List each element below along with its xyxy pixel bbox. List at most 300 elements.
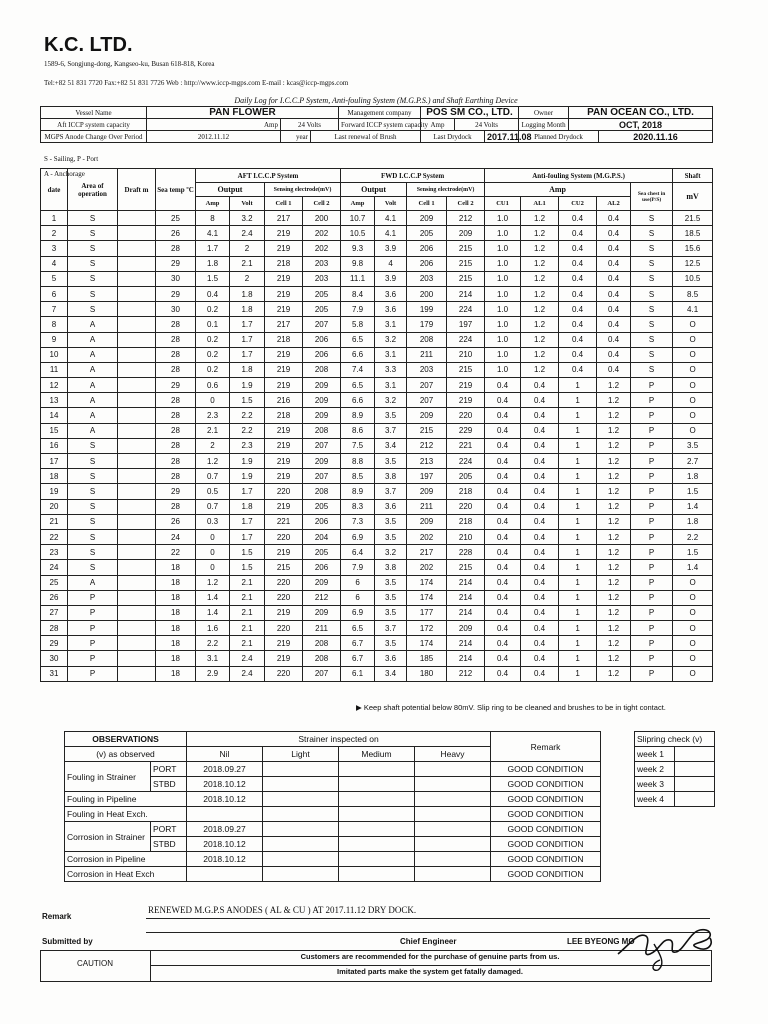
fwd-cell1-col: Cell 1 xyxy=(407,197,447,211)
cell-cu1: 0.4 xyxy=(485,651,521,666)
stbd-label: STBD xyxy=(151,777,187,792)
cell-fwd-volt: 3.5 xyxy=(375,605,407,620)
cell-aft-cell1: 219 xyxy=(265,362,303,377)
cell-sea-temp: 26 xyxy=(156,226,196,241)
cell-aft-amp: 0.6 xyxy=(196,378,230,393)
cell-aft-cell2: 207 xyxy=(303,469,341,484)
cell-aft-cell2: 205 xyxy=(303,545,341,560)
cell-cu1: 0.4 xyxy=(485,393,521,408)
table-row xyxy=(41,590,713,605)
cell-al2: 0.4 xyxy=(597,256,631,271)
cell-area: P xyxy=(68,651,118,666)
cell-fwd-cell2: 209 xyxy=(447,226,485,241)
corrosion-pipeline-label: Corrosion in Pipeline xyxy=(65,852,187,867)
cell-aft-volt: 2 xyxy=(230,241,265,256)
cell-sea-chest: P xyxy=(631,605,673,620)
cell-aft-cell2: 209 xyxy=(303,408,341,423)
table-row xyxy=(41,271,713,286)
cell-aft-cell1: 219 xyxy=(265,378,303,393)
cell-aft-amp: 0.4 xyxy=(196,286,230,301)
table-row xyxy=(41,256,713,271)
cell-cu1: 0.4 xyxy=(485,545,521,560)
cu1-col: CU1 xyxy=(485,197,521,211)
cell-aft-volt: 2 xyxy=(230,271,265,286)
cell-shaft-mv: 2.7 xyxy=(673,454,713,469)
cell-aft-amp: 2.1 xyxy=(196,423,230,438)
cell-aft-volt: 1.9 xyxy=(230,378,265,393)
table-row xyxy=(41,621,713,636)
cell-fwd-volt: 3.2 xyxy=(375,393,407,408)
cell-fwd-amp: 8.5 xyxy=(341,469,375,484)
cell-fwd-cell2: 224 xyxy=(447,302,485,317)
cell-aft-cell1: 220 xyxy=(265,621,303,636)
cell-area: P xyxy=(68,666,118,681)
cell-fwd-amp: 7.3 xyxy=(341,514,375,529)
fwd-amp-label: Amp xyxy=(421,119,455,131)
cell-date: 17 xyxy=(41,454,68,469)
cell-al2: 1.2 xyxy=(597,621,631,636)
cell-fwd-cell1: 203 xyxy=(407,362,447,377)
cell-fwd-amp: 6.7 xyxy=(341,651,375,666)
fwd-volt-col: Volt xyxy=(375,197,407,211)
cell-fwd-cell1: 209 xyxy=(407,514,447,529)
cell-cu2: 1 xyxy=(559,393,597,408)
cell-fwd-cell1: 200 xyxy=(407,286,447,301)
cell-al2: 0.4 xyxy=(597,362,631,377)
cell-al2: 1.2 xyxy=(597,393,631,408)
cell-al1: 1.2 xyxy=(521,317,559,332)
cell-cu2: 0.4 xyxy=(559,256,597,271)
table-row xyxy=(41,408,713,423)
al2-col: AL2 xyxy=(597,197,631,211)
table-row xyxy=(41,438,713,453)
cell-shaft-mv: O xyxy=(673,393,713,408)
cell-cu2: 1 xyxy=(559,636,597,651)
cell-fwd-amp: 7.9 xyxy=(341,560,375,575)
cell-date: 4 xyxy=(41,256,68,271)
cell-cu2: 1 xyxy=(559,621,597,636)
table-row xyxy=(41,605,713,620)
cell-sea-chest: P xyxy=(631,590,673,605)
cell-fwd-volt: 3.7 xyxy=(375,621,407,636)
cell-fwd-amp: 6.6 xyxy=(341,347,375,362)
aft-volt-col: Volt xyxy=(230,197,265,211)
cell-al1: 0.4 xyxy=(521,408,559,423)
cell-fwd-volt: 3.7 xyxy=(375,484,407,499)
table-row xyxy=(41,226,713,241)
cell-al1: 0.4 xyxy=(521,666,559,681)
cell-fwd-cell2: 214 xyxy=(447,575,485,590)
cell-al2: 1.2 xyxy=(597,636,631,651)
cell-aft-volt: 2.4 xyxy=(230,226,265,241)
cell-cu2: 1 xyxy=(559,575,597,590)
cell-aft-cell1: 219 xyxy=(265,469,303,484)
cell-al1: 0.4 xyxy=(521,545,559,560)
cell-shaft-mv: O xyxy=(673,621,713,636)
cell-sea-temp: 25 xyxy=(156,211,196,226)
cell-sea-chest: P xyxy=(631,469,673,484)
table-row xyxy=(41,651,713,666)
cell-aft-cell2: 205 xyxy=(303,499,341,514)
cell-aft-amp: 0.5 xyxy=(196,484,230,499)
cell-fwd-cell1: 203 xyxy=(407,271,447,286)
cell-sea-temp: 29 xyxy=(156,484,196,499)
cell-fwd-volt: 3.4 xyxy=(375,438,407,453)
cell-date: 25 xyxy=(41,575,68,590)
cell-fwd-cell1: 215 xyxy=(407,423,447,438)
cell-aft-amp: 2.9 xyxy=(196,666,230,681)
col-draft: Draft m xyxy=(118,169,156,211)
corrosion-pipeline-date: 2018.10.12 xyxy=(187,852,263,867)
cell-cu1: 0.4 xyxy=(485,469,521,484)
shaft-note: ▶ Keep shaft potential below 80mV. Slip ring to be cleaned and brushes to be in tight contact. xyxy=(356,703,666,712)
cell-fwd-cell2: 224 xyxy=(447,332,485,347)
cell-sea-temp: 29 xyxy=(156,256,196,271)
cell-shaft-mv: O xyxy=(673,651,713,666)
cell-sea-temp: 28 xyxy=(156,332,196,347)
observations-subtitle: (v) as observed xyxy=(65,747,187,762)
cell-draft xyxy=(118,362,156,377)
cell-date: 31 xyxy=(41,666,68,681)
cell-cu1: 0.4 xyxy=(485,438,521,453)
cell-fwd-cell2: 215 xyxy=(447,271,485,286)
cell-aft-volt: 1.5 xyxy=(230,545,265,560)
remark-cell: GOOD CONDITION xyxy=(491,867,601,882)
management-label: Management company xyxy=(339,107,421,119)
cell-date: 20 xyxy=(41,499,68,514)
cell-al1: 0.4 xyxy=(521,529,559,544)
cell-area: A xyxy=(68,393,118,408)
medium-header: Medium xyxy=(339,747,415,762)
cell-fwd-volt: 4 xyxy=(375,256,407,271)
strainer-inspected-header: Strainer inspected on xyxy=(187,732,491,747)
cell-cu1: 1.0 xyxy=(485,362,521,377)
cell-sea-temp: 30 xyxy=(156,302,196,317)
cell-al2: 0.4 xyxy=(597,271,631,286)
cell-al1: 1.2 xyxy=(521,211,559,226)
cell-aft-cell1: 217 xyxy=(265,317,303,332)
cell-cu2: 0.4 xyxy=(559,317,597,332)
cell-date: 2 xyxy=(41,226,68,241)
cell-aft-volt: 2.4 xyxy=(230,666,265,681)
cell-shaft-mv: 1.4 xyxy=(673,560,713,575)
cell-fwd-cell2: 210 xyxy=(447,347,485,362)
fouling-strainer-label: Fouling in Strainer xyxy=(65,762,151,792)
cell-sea-chest: P xyxy=(631,560,673,575)
cell-cu2: 0.4 xyxy=(559,347,597,362)
cell-draft xyxy=(118,605,156,620)
cell-area: A xyxy=(68,362,118,377)
fwd-sensing-header: Sensing electrode(mV) xyxy=(407,183,485,197)
caution-label: CAUTION xyxy=(77,959,113,968)
cell-al1: 0.4 xyxy=(521,575,559,590)
cell-area: P xyxy=(68,636,118,651)
cell-fwd-cell1: 209 xyxy=(407,211,447,226)
cell-aft-cell1: 220 xyxy=(265,666,303,681)
cell-fwd-cell1: 177 xyxy=(407,605,447,620)
cell-draft xyxy=(118,560,156,575)
cell-aft-cell1: 219 xyxy=(265,423,303,438)
cell-fwd-volt: 3.5 xyxy=(375,514,407,529)
cell-aft-cell2: 208 xyxy=(303,362,341,377)
cell-draft xyxy=(118,499,156,514)
cell-cu1: 0.4 xyxy=(485,484,521,499)
cell-fwd-amp: 8.4 xyxy=(341,286,375,301)
cell-fwd-amp: 10.5 xyxy=(341,226,375,241)
cell-fwd-cell2: 219 xyxy=(447,393,485,408)
cell-fwd-cell2: 220 xyxy=(447,499,485,514)
cell-al2: 1.2 xyxy=(597,423,631,438)
cell-cu1: 1.0 xyxy=(485,226,521,241)
shaft-mv-header: mV xyxy=(673,183,713,211)
cell-sea-chest: P xyxy=(631,575,673,590)
cell-aft-cell2: 202 xyxy=(303,241,341,256)
cell-sea-chest: S xyxy=(631,256,673,271)
remark-text: RENEWED M.G.P.S ANODES ( AL & CU ) AT 2017.11.12 DRY DOCK. xyxy=(148,905,417,915)
cell-date: 12 xyxy=(41,378,68,393)
cell-fwd-volt: 3.5 xyxy=(375,529,407,544)
cell-cu1: 0.4 xyxy=(485,378,521,393)
cell-al2: 1.2 xyxy=(597,469,631,484)
cell-shaft-mv: O xyxy=(673,666,713,681)
cell-aft-volt: 1.5 xyxy=(230,393,265,408)
cell-area: A xyxy=(68,408,118,423)
cu2-col: CU2 xyxy=(559,197,597,211)
group-fwd: FWD I.C.C.P System xyxy=(341,169,485,183)
cell-sea-chest: P xyxy=(631,651,673,666)
cell-shaft-mv: 3.5 xyxy=(673,438,713,453)
cell-shaft-mv: O xyxy=(673,575,713,590)
cell-aft-amp: 0.7 xyxy=(196,469,230,484)
cell-al2: 1.2 xyxy=(597,666,631,681)
cell-cu1: 0.4 xyxy=(485,408,521,423)
cell-draft xyxy=(118,347,156,362)
legend-anchorage: A - Anchorage xyxy=(44,170,85,178)
cell-fwd-cell2: 218 xyxy=(447,484,485,499)
cell-fwd-cell2: 212 xyxy=(447,211,485,226)
cell-aft-volt: 1.8 xyxy=(230,362,265,377)
cell-cu1: 0.4 xyxy=(485,605,521,620)
cell-fwd-amp: 6.5 xyxy=(341,332,375,347)
caution-line-1: Customers are recommended for the purchase of genuine parts from us. xyxy=(300,952,560,961)
cell-fwd-cell2: 205 xyxy=(447,469,485,484)
cell-area: A xyxy=(68,378,118,393)
cell-fwd-amp: 8.9 xyxy=(341,408,375,423)
cell-al2: 0.4 xyxy=(597,302,631,317)
cell-fwd-volt: 3.8 xyxy=(375,469,407,484)
cell-fwd-cell1: 180 xyxy=(407,666,447,681)
cell-sea-chest: P xyxy=(631,514,673,529)
cell-area: A xyxy=(68,317,118,332)
cell-al2: 0.4 xyxy=(597,332,631,347)
cell-draft xyxy=(118,621,156,636)
log-title: Daily Log for I.C.C.P System, Anti-fouling System (M.G.P.S.) and Shaft Earthing Device xyxy=(234,96,518,105)
fwd-output-header: Output xyxy=(341,183,407,197)
table-row xyxy=(41,454,713,469)
cell-aft-cell2: 209 xyxy=(303,605,341,620)
cell-fwd-amp: 6.6 xyxy=(341,393,375,408)
cell-cu2: 1 xyxy=(559,438,597,453)
cell-al1: 0.4 xyxy=(521,590,559,605)
cell-sea-chest: S xyxy=(631,302,673,317)
company-name: K.C. LTD. xyxy=(44,34,133,56)
cell-fwd-cell2: 214 xyxy=(447,605,485,620)
cell-fwd-volt: 3.6 xyxy=(375,651,407,666)
cell-shaft-mv: 18.5 xyxy=(673,226,713,241)
cell-aft-amp: 0.2 xyxy=(196,302,230,317)
cell-al2: 1.2 xyxy=(597,590,631,605)
cell-draft xyxy=(118,636,156,651)
cell-aft-cell2: 207 xyxy=(303,317,341,332)
cell-date: 27 xyxy=(41,605,68,620)
cell-sea-temp: 28 xyxy=(156,347,196,362)
cell-aft-cell1: 219 xyxy=(265,605,303,620)
cell-cu1: 0.4 xyxy=(485,636,521,651)
cell-date: 22 xyxy=(41,529,68,544)
cell-cu2: 0.4 xyxy=(559,332,597,347)
cell-shaft-mv: 1.5 xyxy=(673,545,713,560)
cell-aft-volt: 2.1 xyxy=(230,605,265,620)
cell-fwd-amp: 7.5 xyxy=(341,438,375,453)
remark-cell: GOOD CONDITION xyxy=(491,837,601,852)
cell-date: 15 xyxy=(41,423,68,438)
cell-area: S xyxy=(68,469,118,484)
aft-cell1-col: Cell 1 xyxy=(265,197,303,211)
slipring-title: Slipring check (v) xyxy=(635,732,715,747)
cell-aft-volt: 2.2 xyxy=(230,408,265,423)
observations-title: OBSERVATIONS xyxy=(65,732,187,747)
cell-cu1: 1.0 xyxy=(485,302,521,317)
heavy-header: Heavy xyxy=(415,747,491,762)
cell-cu2: 1 xyxy=(559,651,597,666)
cell-al2: 0.4 xyxy=(597,286,631,301)
cell-aft-amp: 8 xyxy=(196,211,230,226)
cell-al1: 1.2 xyxy=(521,332,559,347)
cell-shaft-mv: O xyxy=(673,636,713,651)
cell-shaft-mv: 4.1 xyxy=(673,302,713,317)
cell-aft-cell2: 206 xyxy=(303,347,341,362)
cell-fwd-cell1: 209 xyxy=(407,408,447,423)
cell-draft xyxy=(118,666,156,681)
cell-aft-amp: 1.6 xyxy=(196,621,230,636)
cell-aft-volt: 1.9 xyxy=(230,454,265,469)
cell-al1: 0.4 xyxy=(521,469,559,484)
cell-aft-volt: 1.7 xyxy=(230,514,265,529)
cell-fwd-cell2: 197 xyxy=(447,317,485,332)
observations-table xyxy=(64,731,601,882)
cell-area: S xyxy=(68,211,118,226)
cell-sea-temp: 18 xyxy=(156,575,196,590)
cell-aft-cell2: 208 xyxy=(303,423,341,438)
year-label: year xyxy=(281,131,311,143)
cell-fwd-amp: 8.9 xyxy=(341,484,375,499)
corrosion-strainer-label: Corrosion in Strainer xyxy=(65,822,151,852)
cell-draft xyxy=(118,302,156,317)
cell-sea-chest: S xyxy=(631,317,673,332)
cell-fwd-amp: 5.8 xyxy=(341,317,375,332)
cell-fwd-amp: 10.7 xyxy=(341,211,375,226)
company-address: 1589-6, Songjung-dong, Kangseo-ku, Busan 618-818, Korea xyxy=(44,60,215,68)
signer-name: LEE BYEONG MO xyxy=(567,937,635,946)
cell-sea-chest: P xyxy=(631,438,673,453)
week-1-label: week 1 xyxy=(635,747,675,762)
fwd-amp-col: Amp xyxy=(341,197,375,211)
cell-aft-cell2: 202 xyxy=(303,226,341,241)
cell-date: 26 xyxy=(41,590,68,605)
table-row xyxy=(41,362,713,377)
cell-aft-amp: 1.2 xyxy=(196,454,230,469)
last-drydock-label: Last Drydock xyxy=(421,131,485,143)
cell-fwd-cell2: 209 xyxy=(447,621,485,636)
cell-aft-cell2: 211 xyxy=(303,621,341,636)
cell-cu2: 1 xyxy=(559,590,597,605)
cell-aft-cell1: 219 xyxy=(265,226,303,241)
company-contact: Tel:+82 51 831 7720 Fax:+82 51 831 7726 Web : http://www.iccp-mgps.com E-mail : kcas@iccp-mgps.com xyxy=(44,79,349,87)
cell-fwd-volt: 3.5 xyxy=(375,454,407,469)
cell-shaft-mv: O xyxy=(673,423,713,438)
cell-sea-temp: 22 xyxy=(156,545,196,560)
cell-draft xyxy=(118,317,156,332)
cell-date: 24 xyxy=(41,560,68,575)
chief-engineer-label: Chief Engineer xyxy=(400,937,457,946)
cell-sea-temp: 26 xyxy=(156,514,196,529)
table-row xyxy=(41,317,713,332)
cell-draft xyxy=(118,271,156,286)
cell-fwd-volt: 3.6 xyxy=(375,499,407,514)
corrosion-strainer-port-date: 2018.09.27 xyxy=(187,822,263,837)
cell-fwd-volt: 3.1 xyxy=(375,378,407,393)
cell-aft-cell1: 219 xyxy=(265,545,303,560)
mgps-period-label: MGPS Anode Change Over Period xyxy=(41,131,147,143)
cell-fwd-cell1: 208 xyxy=(407,332,447,347)
cell-shaft-mv: O xyxy=(673,605,713,620)
cell-fwd-amp: 11.1 xyxy=(341,271,375,286)
cell-area: P xyxy=(68,605,118,620)
vessel-info-table xyxy=(40,106,713,143)
cell-al1: 0.4 xyxy=(521,621,559,636)
cell-fwd-amp: 7.4 xyxy=(341,362,375,377)
cell-sea-chest: P xyxy=(631,529,673,544)
cell-area: S xyxy=(68,484,118,499)
cell-date: 3 xyxy=(41,241,68,256)
cell-aft-amp: 1.5 xyxy=(196,271,230,286)
cell-al2: 1.2 xyxy=(597,529,631,544)
cell-fwd-cell1: 207 xyxy=(407,378,447,393)
cell-aft-cell1: 218 xyxy=(265,256,303,271)
cell-fwd-volt: 3.6 xyxy=(375,286,407,301)
cell-cu1: 1.0 xyxy=(485,211,521,226)
cell-fwd-volt: 3.2 xyxy=(375,332,407,347)
last-drydock-value: 2017.11.08 xyxy=(485,131,519,143)
col-area: Area of operation xyxy=(68,169,118,211)
cell-aft-amp: 2 xyxy=(196,438,230,453)
cell-draft xyxy=(118,211,156,226)
cell-fwd-volt: 4.1 xyxy=(375,226,407,241)
cell-sea-chest: P xyxy=(631,666,673,681)
remark-cell: GOOD CONDITION xyxy=(491,807,601,822)
cell-aft-cell1: 220 xyxy=(265,575,303,590)
cell-al2: 1.2 xyxy=(597,575,631,590)
cell-aft-cell2: 203 xyxy=(303,271,341,286)
cell-sea-chest: P xyxy=(631,423,673,438)
cell-cu2: 1 xyxy=(559,423,597,438)
cell-sea-temp: 18 xyxy=(156,605,196,620)
cell-shaft-mv: 1.8 xyxy=(673,514,713,529)
table-row xyxy=(41,211,713,226)
cell-sea-chest: P xyxy=(631,621,673,636)
table-row xyxy=(41,469,713,484)
cell-fwd-cell1: 174 xyxy=(407,575,447,590)
